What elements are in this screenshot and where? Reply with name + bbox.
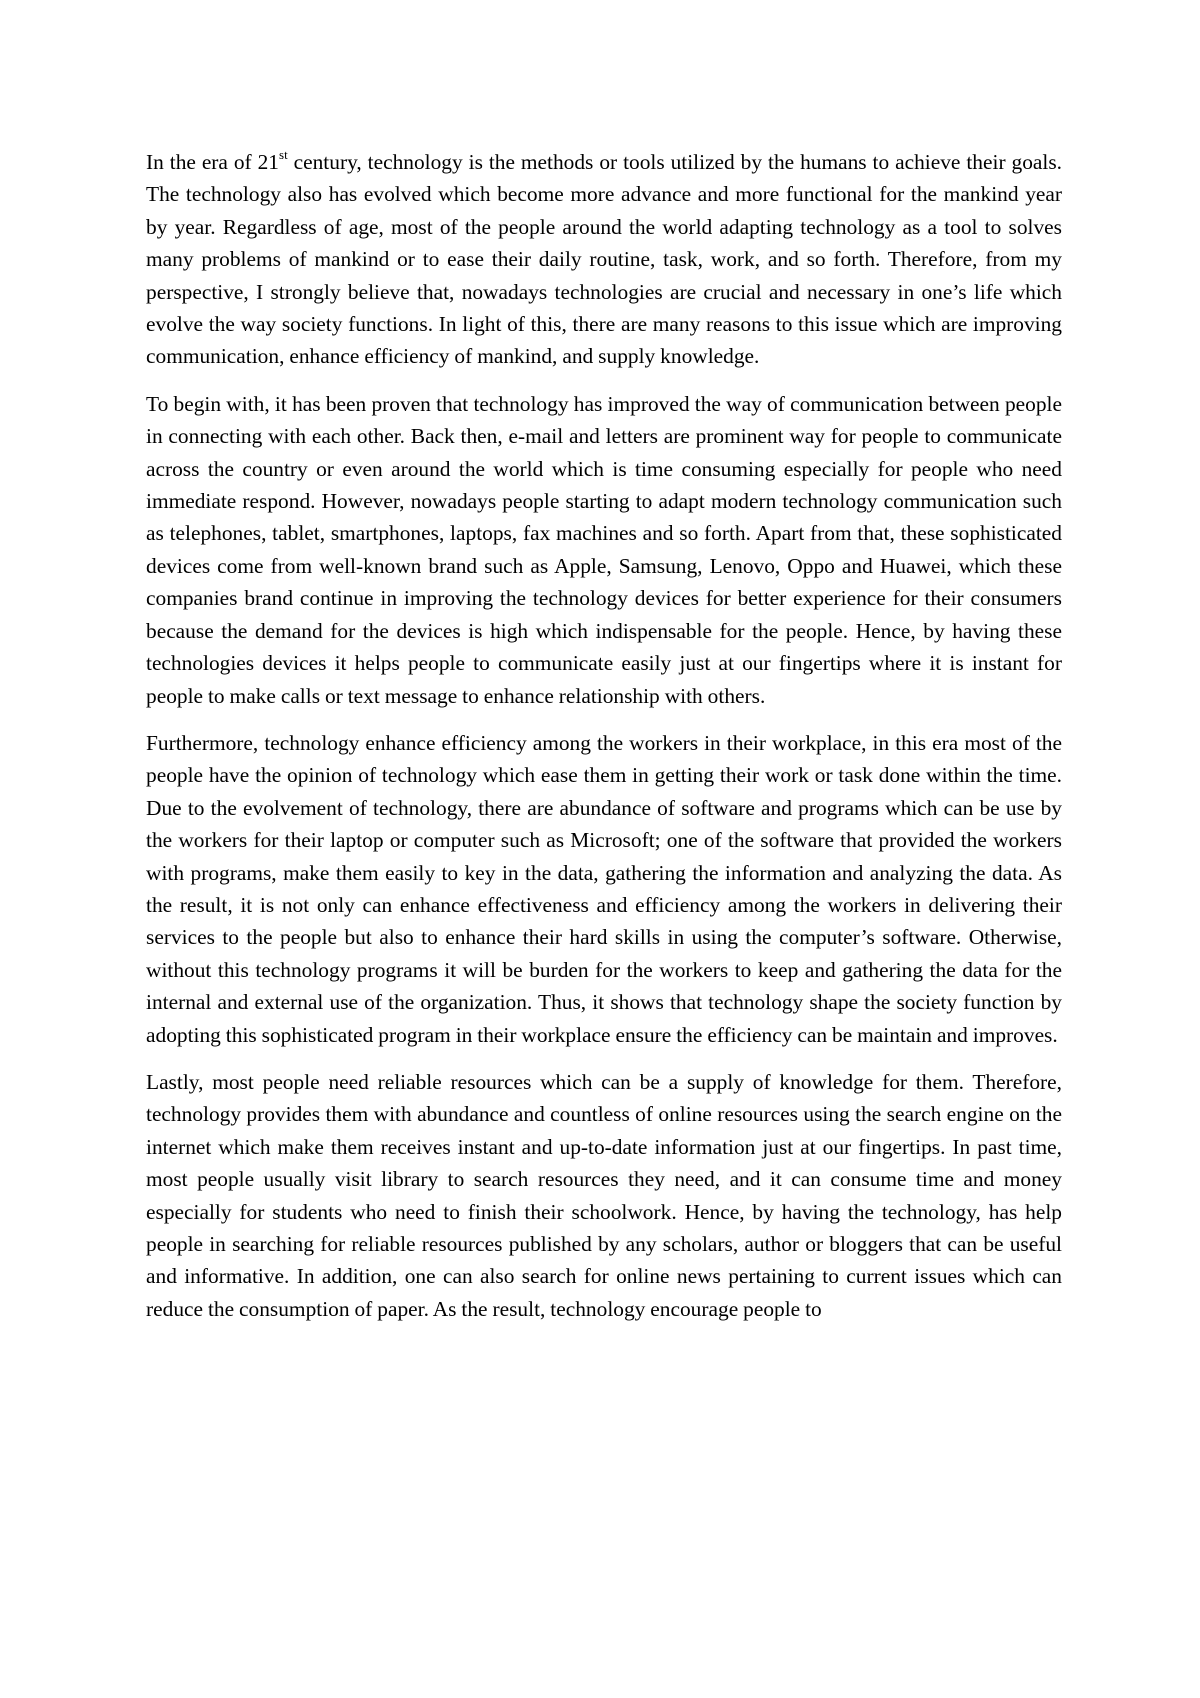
paragraph-introduction [146,146,1062,373]
paragraph-efficiency: Furthermore, technology enhance efficiency among the workers in their workplace, in this era most of the people have the opinion of technology which ease them in getting their work or task done within the time. Due to the evolvement of technology, there are abundance of software and programs which can be use by the workers for their laptop or computer such as Microsoft; one of the software that provided the workers with programs, make them easily to key in the data, gathering the information and analyzing the data. As the result, it is not only can enhance effectiveness and efficiency among the workers in delivering their services to the people but also to enhance their hard skills in using the computer’s software. Otherwise, without this technology programs it will be burden for the workers to keep and gathering the data for the internal and external use of the organization. Thus, it shows that technology shape the society function by adopting this sophisticated program in their workplace ensure the efficiency can be maintain and improves. [146,730,1062,1047]
intro-text-rest: century, technology is the methods or tools utilized by the humans to achieve their goals. The technology also has evolved which become more advance and more functional for the mankind year by year. Regardless of age, most of the people around the world adapting technology as a tool to solves many problems of mankind or to ease their daily routine, task, work, and so forth. Therefore, from my perspective, I strongly believe that, nowadays technologies are crucial and necessary in one’s life which evolve the way society functions. In light of this, there are many reasons to this issue which are improving communication, enhance efficiency of mankind, and supply knowledge. [146,150,1062,369]
intro-text-start: In the era of 21 [146,150,280,174]
ordinal-superscript: st [279,146,288,162]
essay-body [146,146,1062,1340]
paragraph-knowledge: Lastly, most people need reliable resources which can be a supply of knowledge for them. Therefore, technology provides them with abundance and countless of online resources using the search engine on the internet which make them receives instant and up-to-date information just at our fingertips. In past time, most people usually visit library to search resources they need, and it can consume time and money especially for students who need to finish their schoolwork. Hence, by having the technology, has help people in searching for reliable resources published by any scholars, author or bloggers that can be useful and informative. In addition, one can also search for online news pertaining to current issues which can reduce the consumption of paper. As the result, technology encourage people to [146,1069,1062,1321]
paragraph-communication: To begin with, it has been proven that technology has improved the way of communication between people in connecting with each other. Back then, e-mail and letters are prominent way for people to communicate across the country or even around the world which is time consuming especially for people who need immediate respond. However, nowadays people starting to adapt modern technology communication such as telephones, tablet, smartphones, laptops, fax machines and so forth. Apart from that, these sophisticated devices come from well-known brand such as Apple, Samsung, Lenovo, Oppo and Huawei, which these companies brand continue in improving the technology devices for better experience for their consumers because the demand for the devices is high which indispensable for the people. Hence, by having these technologies devices it helps people to communicate easily just at our fingertips where it is instant for people to make calls or text message to enhance relationship with others. [146,391,1062,708]
